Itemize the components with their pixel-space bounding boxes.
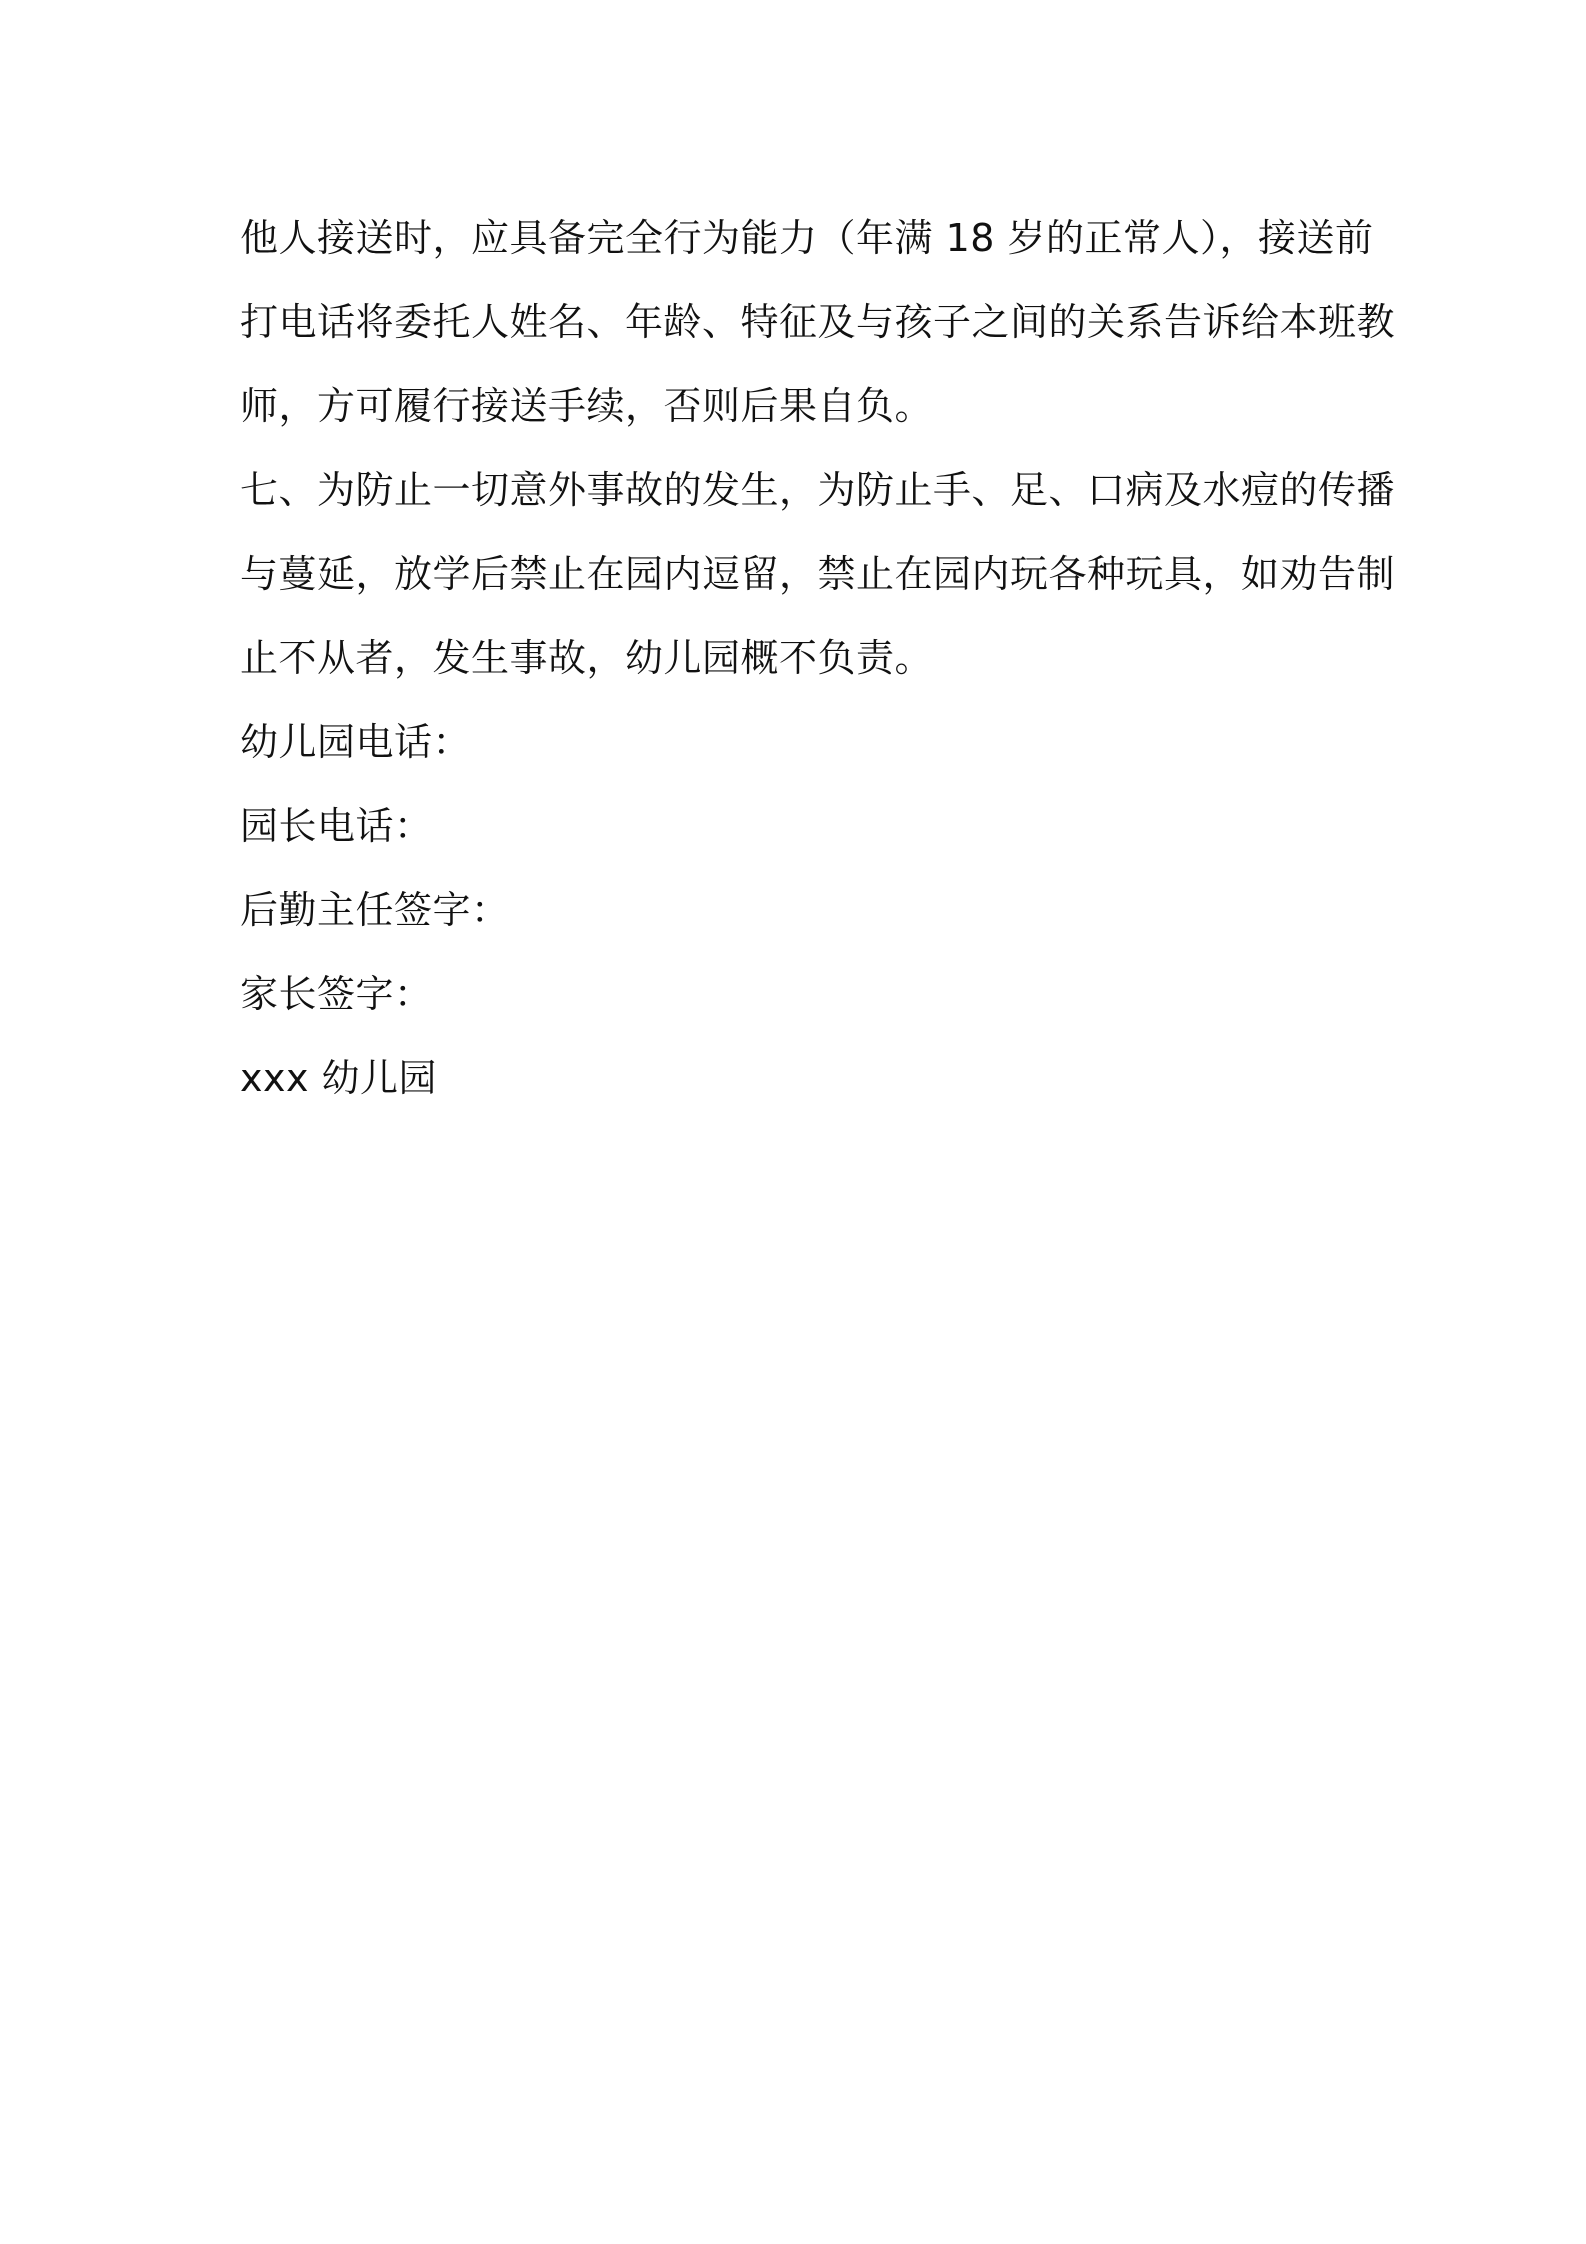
paragraph-line-pickup-rule-1: 他人接送时，应具备完全行为能力（年满 18 岁的正常人），接送前	[240, 216, 1374, 260]
logistics-director-signature-label: 后勤主任签字：	[240, 888, 510, 932]
paragraph-line-pickup-rule-2: 打电话将委托人姓名、年龄、特征及与孩子之间的关系告诉给本班教	[240, 300, 1396, 344]
paragraph-line-rule-seven-1: 七、为防止一切意外事故的发生，为防止手、足、口病及水痘的传播	[240, 468, 1396, 512]
principal-phone-label: 园长电话：	[240, 804, 433, 848]
document-body	[240, 196, 1396, 1120]
paragraph-line-rule-seven-2: 与蔓延，放学后禁止在园内逗留，禁止在园内玩各种玩具，如劝告制	[240, 552, 1396, 596]
kindergarten-phone-label: 幼儿园电话：	[240, 720, 472, 764]
paragraph-line-rule-seven-3: 止不从者，发生事故，幼儿园概不负责。	[240, 636, 934, 680]
paragraph-line-pickup-rule-3: 师，方可履行接送手续，否则后果自负。	[240, 384, 934, 428]
parent-signature-label: 家长签字：	[240, 972, 433, 1016]
kindergarten-name: xxx 幼儿园	[240, 1056, 438, 1100]
